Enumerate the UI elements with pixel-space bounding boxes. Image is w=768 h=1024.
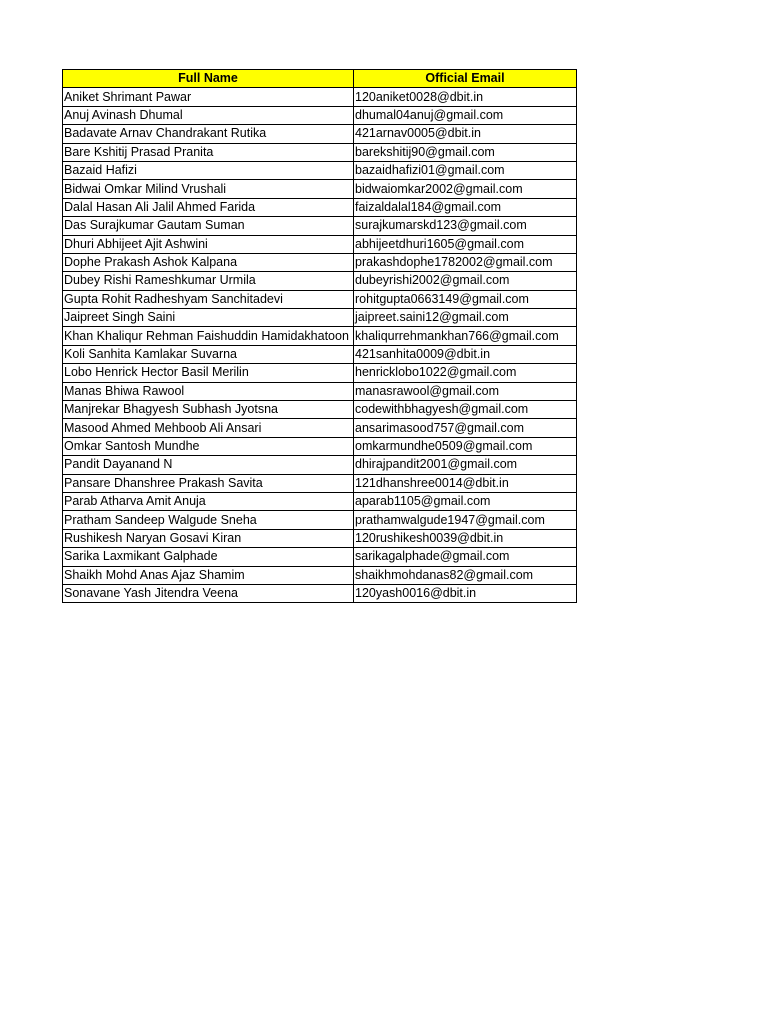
table-row: [63, 309, 577, 327]
official-email-cell: omkarmundhe0509@gmail.com: [354, 437, 577, 455]
header-row: [63, 70, 577, 88]
table-row: [63, 492, 577, 510]
full-name-cell: Pansare Dhanshree Prakash Savita: [63, 474, 354, 492]
full-name-cell: Masood Ahmed Mehboob Ali Ansari: [63, 419, 354, 437]
official-email-cell: surajkumarskd123@gmail.com: [354, 217, 577, 235]
official-email-cell: bazaidhafizi01@gmail.com: [354, 161, 577, 179]
full-name-cell: Pratham Sandeep Walgude Sneha: [63, 511, 354, 529]
table-row: [63, 217, 577, 235]
table-row: [63, 143, 577, 161]
full-name-cell: Bidwai Omkar Milind Vrushali: [63, 180, 354, 198]
official-email-cell: bidwaiomkar2002@gmail.com: [354, 180, 577, 198]
full-name-cell: Lobo Henrick Hector Basil Merilin: [63, 364, 354, 382]
table-row: [63, 272, 577, 290]
full-name-cell: Dhuri Abhijeet Ajit Ashwini: [63, 235, 354, 253]
table-row: [63, 88, 577, 106]
official-email-cell: 120yash0016@dbit.in: [354, 584, 577, 602]
full-name-cell: Aniket Shrimant Pawar: [63, 88, 354, 106]
official-email-cell: dubeyrishi2002@gmail.com: [354, 272, 577, 290]
official-email-cell: manasrawool@gmail.com: [354, 382, 577, 400]
table-row: [63, 180, 577, 198]
official-email-cell: dhumal04anuj@gmail.com: [354, 106, 577, 124]
table-row: [63, 161, 577, 179]
table-row: [63, 198, 577, 216]
official-email-cell: ansarimasood757@gmail.com: [354, 419, 577, 437]
official-email-cell: aparab1105@gmail.com: [354, 492, 577, 510]
official-email-cell: faizaldalal184@gmail.com: [354, 198, 577, 216]
official-email-cell: 421arnav0005@dbit.in: [354, 125, 577, 143]
full-name-cell: Dophe Prakash Ashok Kalpana: [63, 253, 354, 271]
table-row: [63, 474, 577, 492]
full-name-cell: Parab Atharva Amit Anuja: [63, 492, 354, 510]
official-email-cell: 121dhanshree0014@dbit.in: [354, 474, 577, 492]
full-name-cell: Das Surajkumar Gautam Suman: [63, 217, 354, 235]
full-name-cell: Gupta Rohit Radheshyam Sanchitadevi: [63, 290, 354, 308]
table-header: [63, 70, 577, 88]
official-email-cell: khaliqurrehmankhan766@gmail.com: [354, 327, 577, 345]
full-name-cell: Pandit Dayanand N: [63, 456, 354, 474]
full-name-cell: Badavate Arnav Chandrakant Rutika: [63, 125, 354, 143]
official-email-cell: prathamwalgude1947@gmail.com: [354, 511, 577, 529]
official-email-cell: 421sanhita0009@dbit.in: [354, 345, 577, 363]
full-name-cell: Omkar Santosh Mundhe: [63, 437, 354, 455]
full-name-cell: Anuj Avinash Dhumal: [63, 106, 354, 124]
full-name-cell: Shaikh Mohd Anas Ajaz Shamim: [63, 566, 354, 584]
table-row: [63, 456, 577, 474]
official-email-cell: sarikagalphade@gmail.com: [354, 548, 577, 566]
official-email-cell: jaipreet.saini12@gmail.com: [354, 309, 577, 327]
official-email-cell: codewithbhagyesh@gmail.com: [354, 401, 577, 419]
official-email-cell: dhirajpandit2001@gmail.com: [354, 456, 577, 474]
table-row: [63, 106, 577, 124]
student-email-table: [62, 69, 577, 603]
table-row: [63, 401, 577, 419]
full-name-cell: Manas Bhiwa Rawool: [63, 382, 354, 400]
official-email-cell: 120rushikesh0039@dbit.in: [354, 529, 577, 547]
full-name-cell: Jaipreet Singh Saini: [63, 309, 354, 327]
table-row: [63, 529, 577, 547]
full-name-cell: Bazaid Hafizi: [63, 161, 354, 179]
table-body: [63, 88, 577, 603]
official-email-cell: barekshitij90@gmail.com: [354, 143, 577, 161]
table-row: [63, 345, 577, 363]
full-name-cell: Dalal Hasan Ali Jalil Ahmed Farida: [63, 198, 354, 216]
table-row: [63, 437, 577, 455]
table-row: [63, 364, 577, 382]
table-row: [63, 584, 577, 602]
official-email-cell: henricklobo1022@gmail.com: [354, 364, 577, 382]
table-row: [63, 548, 577, 566]
official-email-cell: abhijeetdhuri1605@gmail.com: [354, 235, 577, 253]
table-row: [63, 125, 577, 143]
full-name-cell: Koli Sanhita Kamlakar Suvarna: [63, 345, 354, 363]
table-row: [63, 511, 577, 529]
full-name-cell: Rushikesh Naryan Gosavi Kiran: [63, 529, 354, 547]
table-row: [63, 253, 577, 271]
official-email-cell: shaikhmohdanas82@gmail.com: [354, 566, 577, 584]
official-email-cell: 120aniket0028@dbit.in: [354, 88, 577, 106]
full-name-cell: Sonavane Yash Jitendra Veena: [63, 584, 354, 602]
table-row: [63, 566, 577, 584]
header-full-name: Full Name: [63, 70, 354, 88]
table-row: [63, 382, 577, 400]
official-email-cell: prakashdophe1782002@gmail.com: [354, 253, 577, 271]
full-name-cell: Manjrekar Bhagyesh Subhash Jyotsna: [63, 401, 354, 419]
full-name-cell: Khan Khaliqur Rehman Faishuddin Hamidakhatoon: [63, 327, 354, 345]
official-email-cell: rohitgupta0663149@gmail.com: [354, 290, 577, 308]
table-row: [63, 290, 577, 308]
table-row: [63, 235, 577, 253]
full-name-cell: Bare Kshitij Prasad Pranita: [63, 143, 354, 161]
table-row: [63, 419, 577, 437]
table-row: [63, 327, 577, 345]
header-official-email: Official Email: [354, 70, 577, 88]
full-name-cell: Dubey Rishi Rameshkumar Urmila: [63, 272, 354, 290]
full-name-cell: Sarika Laxmikant Galphade: [63, 548, 354, 566]
